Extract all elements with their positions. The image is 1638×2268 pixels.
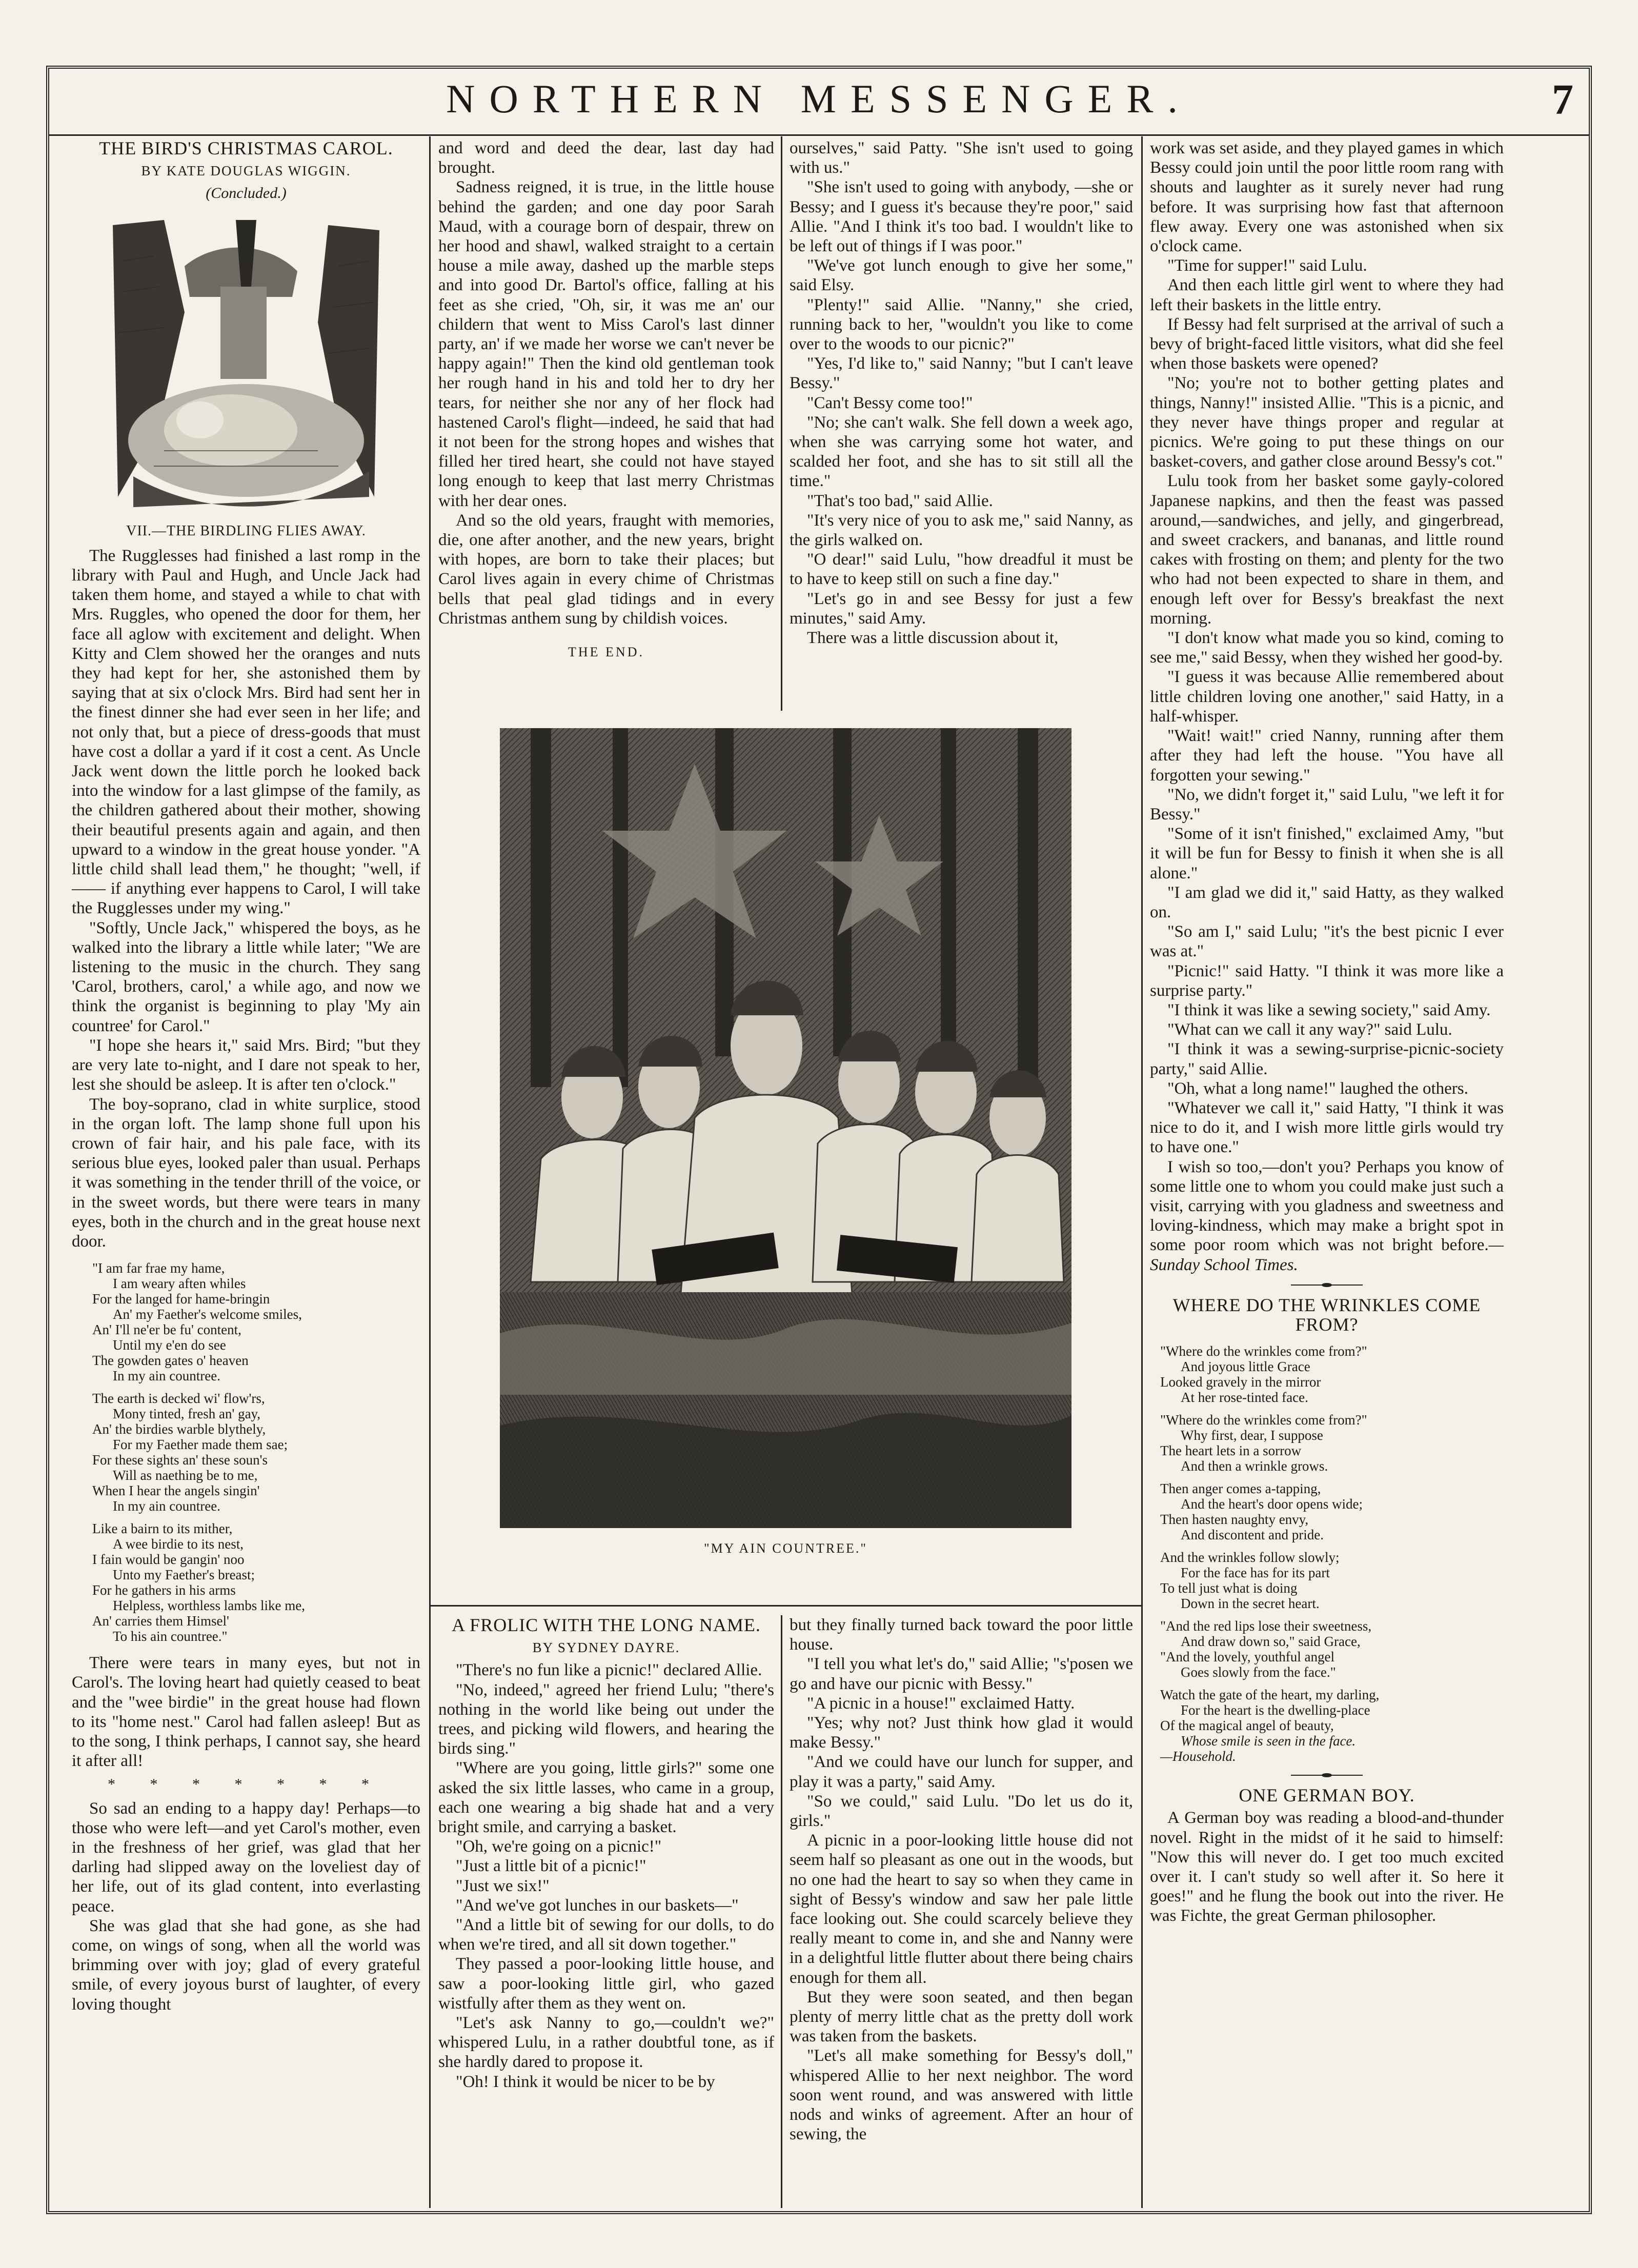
paragraph: "Some of it isn't finished," exclaimed Amy, "but it will be fun for Bessy to finish it when she is all alone." bbox=[1150, 825, 1504, 882]
poem-line: An' the birdies warble blythely, bbox=[92, 1421, 266, 1437]
poem-line: For the face has for its part bbox=[1181, 1565, 1330, 1581]
paragraph: A picnic in a poor-looking little house did not seem half so pleasant as one out in the woods, but no one had the heart to say so when they came in sight of Bessy's window and saw her pale little face looking out. She could scarcely believe they really meant to come in, and she and Nanny were in a delightful little flutter about there being chairs enough for them all. bbox=[790, 1831, 1133, 1987]
masthead bbox=[49, 72, 1589, 133]
poem-line: I am weary aften whiles bbox=[113, 1276, 246, 1292]
paragraph: A German boy was reading a blood-and-thunder novel. Right in the midst of it he said to himself: "Now this will never do. I get too much excited over it. I can't study so well after it. So here it goes!" and he flung the book out into the river. He was Fichte, the great German philosopher. bbox=[1150, 1809, 1504, 1925]
paragraph bbox=[1150, 1157, 1504, 1275]
page-number: 7 bbox=[1552, 76, 1573, 124]
poem-line: Watch the gate of the heart, my darling, bbox=[1160, 1687, 1380, 1703]
paragraph: The boy-soprano, clad in white surplice, stood in the organ loft. The lamp shone full upon his crown of fair hair, and his pale face, with its serious blue eyes, looked paler than usual. Perhaps it was something in the tender thrill of the voice, or in the sweet words, but there were tears in many eyes, both in the church and in the great house next door. bbox=[72, 1095, 420, 1251]
poem-line: Mony tinted, fresh an' gay, bbox=[113, 1406, 261, 1422]
column-4 bbox=[1150, 138, 1504, 1926]
paragraph: "A picnic in a house!" exclaimed Hatty. bbox=[807, 1694, 1075, 1713]
poem-line: Will as naething be to me, bbox=[113, 1468, 258, 1483]
poem-line: Of the magical angel of beauty, bbox=[1160, 1718, 1334, 1734]
poem-line: For he gathers in his arms bbox=[92, 1582, 236, 1598]
paragraph: "I am glad we did it," said Hatty, as they walked on. bbox=[1150, 883, 1504, 921]
paragraph: "Oh, what a long name!" laughed the others. bbox=[1167, 1079, 1468, 1098]
illustration-caption: "MY AIN COUNTREE." bbox=[703, 1541, 868, 1556]
poem-line: For my Faether made them sae; bbox=[113, 1437, 288, 1453]
paragraph: "Oh! I think it would be nicer to be by bbox=[456, 2072, 715, 2091]
carol-concluded: (Concluded.) bbox=[206, 185, 287, 202]
paragraph: Sadness reigned, it is true, in the little house behind the garden; and one day poor Sarah Maud, with a courage born of despair, threw on her hood and shawl, walked straight to a certain house a mile away, dashed up the marble steps and into good Dr. Bartol's office, falling at his feet as she cried, "Oh, sir, it was me an' our childern that went to Miss Carol's last dinner party, an' if we made her worse we can't never be happy again!" Then the kind old gentleman took her rough hand in his and told her to dry her tears, for neither she nor any of her flock had hastened Carol's flight—indeed, he said that had it not been for the strong hopes and wishes that filled her tired heart, she could not have stayed long enough to keep that last merry Christmas with her dear ones. bbox=[438, 178, 774, 510]
poem-line: The gowden gates o' heaven bbox=[92, 1353, 249, 1369]
poem-line: Helpless, worthless lambs like me, bbox=[113, 1598, 305, 1614]
paragraph: "I think it was like a sewing society," said Amy. bbox=[1167, 1000, 1491, 1019]
poem-line: And the wrinkles follow slowly; bbox=[1160, 1550, 1340, 1565]
paragraph: "I think it was a sewing-surprise-picnic-society party," said Allie. bbox=[1150, 1040, 1504, 1078]
paragraph: "I don't know what made you so kind, coming to see me," said Bessy, when they wished her good-by. bbox=[1150, 629, 1504, 667]
section-break-stars: * * * * * * * bbox=[108, 1776, 385, 1793]
paragraph: If Bessy had felt surprised at the arrival of such a bevy of bright-faced little visitors, what did she feel when those baskets were opened? bbox=[1150, 315, 1504, 373]
poem-line: And then a wrinkle grows. bbox=[1181, 1458, 1328, 1474]
poem-line: And discontent and pride. bbox=[1181, 1527, 1324, 1543]
paragraph: "Let's all make something for Bessy's doll," whispered Allie to her next neighbor. The word soon went round, and was answered with little nods and winks of agreement. After an hour of sewing, the bbox=[790, 2046, 1133, 2144]
masthead-rule bbox=[49, 134, 1589, 136]
article-separator bbox=[1291, 1283, 1363, 1287]
paragraph: So sad an ending to a happy day! Perhaps—to those who were left—and yet Carol's mother, even in the freshness of her grief, was glad that her darling had slipped away on the loveliest day of her life, out of its glad content, into everlasting peace. bbox=[72, 1799, 420, 1916]
paragraph: "Picnic!" said Hatty. "I think it was more like a surprise party." bbox=[1150, 961, 1504, 1000]
paragraph: and word and deed the dear, last day had brought. bbox=[438, 139, 774, 177]
poem-line: Looked gravely in the mirror bbox=[1160, 1374, 1321, 1390]
poem-wrinkles bbox=[1160, 1343, 1504, 1764]
wrinkles-title: WHERE DO THE WRINKLES COME FROM? bbox=[1172, 1294, 1481, 1335]
paragraph: "Softly, Uncle Jack," whispered the boys, as he walked into the library a little while later; "We are listening to the music in the church. They sang 'Carol, brothers, carol,' a while ago, and now we think the organist is beginning to play 'My ain countree' for Carol." bbox=[72, 918, 420, 1035]
paragraph: "Let's go in and see Bessy for just a few minutes," said Amy. bbox=[790, 589, 1133, 628]
paragraph: She was glad that she had gone, as she had come, on wings of song, when all the world was brimming over with joy; glad of every grateful smile, of every joyous burst of laughter, of every loving thought bbox=[72, 1916, 420, 2014]
choir-illustration bbox=[500, 728, 1071, 1528]
paragraph: The Rugglesses had finished a last romp in the library with Paul and Hugh, and Uncle Jack had taken them home, and stayed a while to chat with Mrs. Ruggles, who opened the door for them, her face all aglow with excitement and delight. When Kitty and Clem showed her the oranges and nuts they had kept for her, she astonished them by saying that at six o'clock Mrs. Bird had sent her in the finest dinner she had ever seen in her life; and not only that, but a piece of dress-goods that must have cost a dollar a yard if it cost a cent. As Uncle Jack went down the little porch he looked back into the window for a last glimpse of the family, as the children gathered about their mother, showing their beautiful presents again and again, and then upward to a window in the great house yonder. "A little child shall lead them," he thought; "well, if —— if anything ever happens to Carol, I will take the Rugglesses under my wing." bbox=[72, 546, 420, 918]
paragraph: They passed a poor-looking little house, and saw a poor-looking little girl, who gazed wistfully after them as they went on. bbox=[438, 1955, 774, 2013]
poem-line: The earth is decked wi' flow'rs, bbox=[92, 1391, 265, 1407]
paragraph: "Yes, I'd like to," said Nanny; "but I can't leave Bessy." bbox=[790, 354, 1133, 393]
column-2-bottom bbox=[438, 1615, 774, 2092]
article-separator bbox=[1291, 1773, 1363, 1777]
paragraph: "No, we didn't forget it," said Lulu, "we left it for Bessy." bbox=[1150, 785, 1504, 824]
poem-line: And draw down so," said Grace, bbox=[1181, 1634, 1361, 1650]
poem-line bbox=[1160, 1405, 1504, 1412]
poem-line: —Household. bbox=[1160, 1749, 1236, 1764]
paragraph: And so the old years, fraught with memories, die, one after another, and the new years, bright with hopes, are born to take their places; but Carol lives again in every chime of Christmas bells that peal glad tidings and in every Christmas anthem sung by childish voices. bbox=[438, 511, 774, 628]
poem-line: An' carries them Himsel' bbox=[92, 1613, 229, 1629]
poem-line: The heart lets in a sorrow bbox=[1160, 1443, 1302, 1459]
paragraph: "Plenty!" said Allie. "Nanny," she cried, running back to her, "wouldn't you like to come over to the woods to our picnic?" bbox=[790, 295, 1133, 354]
poem-line: Why first, dear, I suppose bbox=[1181, 1428, 1323, 1443]
poem-line: Until my e'en do see bbox=[113, 1337, 226, 1353]
paragraph: "She isn't used to going with anybody, —she or Bessy; and I guess it's because they're poor," said Allie. "And I think it's too bad. I wouldn't like to be left out of things if I was poor." bbox=[790, 178, 1133, 256]
poem-line: "And the red lips lose their sweetness, bbox=[1160, 1618, 1372, 1634]
paragraph: "So we could," said Lulu. "Do let us do it, girls." bbox=[790, 1792, 1133, 1831]
carol-byline: BY KATE DOUGLAS WIGGIN. bbox=[141, 163, 351, 179]
column-3-bottom bbox=[790, 1615, 1133, 2144]
paragraph: Lulu took from her basket some gayly-colored Japanese napkins, and then the feast was passed around,—sandwiches, and jelly, and gingerbread, and sweet crackers, and bananas, and little round cakes with frosting on them; and plenty for the two who had not been expected to share in them, and enough left over for Bessy's breakfast the next morning. bbox=[1150, 472, 1504, 628]
poem-my-ain-countree bbox=[92, 1260, 420, 1644]
paragraph: "Where are you going, little girls?" some one asked the six little lasses, who came in a group, each one wearing a big shade hat and a very bright smile, and carrying a basket. bbox=[438, 1759, 774, 1837]
poem-line: For these sights an' these soun's bbox=[92, 1452, 268, 1468]
poem-line bbox=[1160, 1542, 1504, 1550]
column-divider-3 bbox=[1141, 136, 1143, 2208]
paragraph: "Time for supper!" said Lulu. bbox=[1167, 256, 1367, 275]
choir-boys-engraving bbox=[500, 728, 1071, 1528]
paragraph: "There's no fun like a picnic!" declared Allie. bbox=[456, 1661, 762, 1680]
paragraph: "And we've got lunches in our baskets—" bbox=[456, 1896, 739, 1915]
poem-line bbox=[1160, 1680, 1504, 1687]
poem-line: For the langed for hame-bringin bbox=[92, 1291, 270, 1307]
column-divider-2-top bbox=[781, 136, 782, 711]
poem-line: An' I'll ne'er be fu' content, bbox=[92, 1322, 241, 1338]
column-1 bbox=[72, 138, 420, 2014]
poem-line bbox=[92, 1383, 420, 1391]
column-divider-1 bbox=[429, 136, 431, 2208]
paragraph: but they finally turned back toward the poor little house. bbox=[790, 1616, 1133, 1654]
poem-line: In my ain countree. bbox=[113, 1368, 220, 1384]
paragraph: "I guess it was because Allie remembered about little children loving one another," said Hatty, in a half-whisper. bbox=[1150, 668, 1504, 726]
paragraph: "I tell you what let's do," said Allie; "s'posen we go and have our picnic with Bessy." bbox=[790, 1655, 1133, 1693]
paragraph: "It's very nice of you to ask me," said Nanny, as the girls walked on. bbox=[790, 511, 1133, 550]
bird-illustration bbox=[103, 210, 390, 516]
paragraph: There was a little discussion about it, bbox=[807, 629, 1059, 648]
poem-line: "Where do the wrinkles come from?" bbox=[1160, 1343, 1367, 1359]
paragraph: "No, indeed," agreed her friend Lulu; "there's nothing in the world like being out under the trees, and picking wild flowers, and hearing the birds sing." bbox=[438, 1680, 774, 1758]
paragraph: "Oh, we're going on a picnic!" bbox=[456, 1837, 662, 1856]
paragraph: "Let's ask Nanny to go,—couldn't we?" whispered Lulu, in a rather doubtful tone, as if she hardly dared to propose it. bbox=[438, 2014, 774, 2072]
paragraph: And then each little girl went to where they had left their baskets in the little entry. bbox=[1150, 276, 1504, 314]
poem-line: Like a bairn to its mither, bbox=[92, 1521, 233, 1537]
poem-line: "Where do the wrinkles come from?" bbox=[1160, 1412, 1367, 1428]
paragraph: "Just a little bit of a picnic!" bbox=[456, 1857, 646, 1876]
paragraph: ourselves," said Patty. "She isn't used to going with us." bbox=[790, 139, 1133, 177]
poem-line: "And the lovely, youthful angel bbox=[1160, 1649, 1334, 1665]
paragraph: "And a little bit of sewing for our dolls, to do when we're tired, and all sit down together." bbox=[438, 1916, 774, 1954]
poem-line bbox=[92, 1514, 420, 1521]
paragraph: "We've got lunch enough to give her some," said Elsy. bbox=[790, 256, 1133, 295]
column-3-top bbox=[790, 138, 1133, 648]
poem-line: A wee birdie to its nest, bbox=[113, 1536, 244, 1552]
illustration-bottom-rule bbox=[431, 1605, 1141, 1607]
poem-line: To tell just what is doing bbox=[1160, 1580, 1298, 1596]
paragraph: There were tears in many eyes, but not in Carol's. The loving heart had quietly ceased to beat and the "wee birdie" in the great house had flown to its "home nest." Carol had fallen asleep! But as to the song, I think perhaps, I cannot say, she heard it after all! bbox=[72, 1654, 420, 1771]
frolic-byline: BY SYDNEY DAYRE. bbox=[532, 1640, 680, 1656]
column-divider-2-bottom bbox=[781, 1615, 782, 2208]
poem-line: Goes slowly from the face." bbox=[1181, 1664, 1336, 1680]
paragraph: "And we could have our lunch for supper, and play it was a party," said Amy. bbox=[790, 1753, 1133, 1791]
paragraph: "Just we six!" bbox=[456, 1876, 550, 1895]
paragraph: "No; she can't walk. She fell down a week ago, when she was carrying some hot water, and scalded her foot, and she has to sit still all the time." bbox=[790, 413, 1133, 491]
frolic-title: A FROLIC WITH THE LONG NAME. bbox=[452, 1615, 761, 1635]
paragraph: "Whatever we call it," said Hatty, "I think it was nice to do it, and I wish more little girls would try to have one." bbox=[1150, 1098, 1504, 1157]
german-title: ONE GERMAN BOY. bbox=[1239, 1785, 1415, 1806]
poem-line: Down in the secret heart. bbox=[1181, 1596, 1320, 1612]
paragraph: "No; you're not to bother getting plates and things, Nanny!" insisted Allie. "This is a picnic, and they never have things proper and regular at picnics. We're going to put these things on our basket-covers, and gather close around Bessy's cot." bbox=[1150, 374, 1504, 471]
poem-line: And the heart's door opens wide; bbox=[1181, 1496, 1363, 1512]
paragraph: "Wait! wait!" cried Nanny, running after them after they had left the house. "You have all forgotten your sewing." bbox=[1150, 727, 1504, 785]
poem-line bbox=[1160, 1474, 1504, 1481]
paragraph: "That's too bad," said Allie. bbox=[807, 491, 993, 510]
poem-line: To his ain countree." bbox=[113, 1629, 228, 1644]
chapter-heading: VII.—THE BIRDLING FLIES AWAY. bbox=[126, 523, 366, 539]
the-end: THE END. bbox=[568, 645, 644, 660]
poem-line: An' my Faether's welcome smiles, bbox=[113, 1307, 302, 1322]
poem-line: Then hasten naughty envy, bbox=[1160, 1512, 1309, 1528]
poem-line: At her rose-tinted face. bbox=[1181, 1390, 1308, 1406]
paragraph: "Yes; why not? Just think how glad it would make Bessy." bbox=[790, 1714, 1133, 1752]
closing-text: I wish so too,—don't you? Perhaps you know of some little one to whom you could make just such a visit, carrying with you gladness and sweetness and loving-kindness, which may make a bright spot in some poor room which was not bright before. bbox=[1150, 1157, 1504, 1255]
carol-title: THE BIRD'S CHRISTMAS CAROL. bbox=[99, 138, 393, 158]
newspaper-title: NORTHERN MESSENGER. bbox=[446, 76, 1192, 121]
poem-line: When I hear the angels singin' bbox=[92, 1483, 260, 1499]
poem-line: Unto my Faether's breast; bbox=[113, 1567, 255, 1583]
paragraph: work was set aside, and they played games in which Bessy could join until the poor little room rang with shouts and laughter as it surely never had rung before. It was surprising how fast that afternoon flew away. Every one was astonished when six o'clock came. bbox=[1150, 139, 1504, 256]
column-2-top bbox=[438, 138, 774, 662]
poem-line: For the heart is the dwelling-place bbox=[1181, 1702, 1370, 1718]
paragraph: But they were soon seated, and then began plenty of merry little chat as the pretty doll work was taken from the baskets. bbox=[790, 1988, 1133, 2046]
paragraph: "What can we call it any way?" said Lulu. bbox=[1167, 1020, 1452, 1039]
paragraph: "O dear!" said Lulu, "how dreadful it must be to have to keep still on such a fine day." bbox=[790, 550, 1133, 589]
sleeping-child-engraving bbox=[103, 210, 390, 516]
poem-line: I fain would be gangin' noo bbox=[92, 1552, 245, 1568]
poem-line bbox=[1160, 1611, 1504, 1618]
poem-line: "I am far frae my hame, bbox=[92, 1260, 225, 1276]
paragraph: "So am I," said Lulu; "it's the best picnic I ever was at." bbox=[1150, 922, 1504, 961]
poem-line: Then anger comes a-tapping, bbox=[1160, 1481, 1321, 1497]
poem-line: In my ain countree. bbox=[113, 1498, 220, 1514]
source-attribution: —Sunday School Times. bbox=[1150, 1236, 1504, 1274]
poem-line: Whose smile is seen in the face. bbox=[1181, 1733, 1356, 1749]
paragraph: "I hope she hears it," said Mrs. Bird; "but they are very late to-night, and I dare not speak to her, lest she should be asleep. It is after ten o'clock." bbox=[72, 1036, 420, 1094]
poem-line: And joyous little Grace bbox=[1181, 1359, 1310, 1375]
paragraph: "Can't Bessy come too!" bbox=[807, 393, 973, 412]
